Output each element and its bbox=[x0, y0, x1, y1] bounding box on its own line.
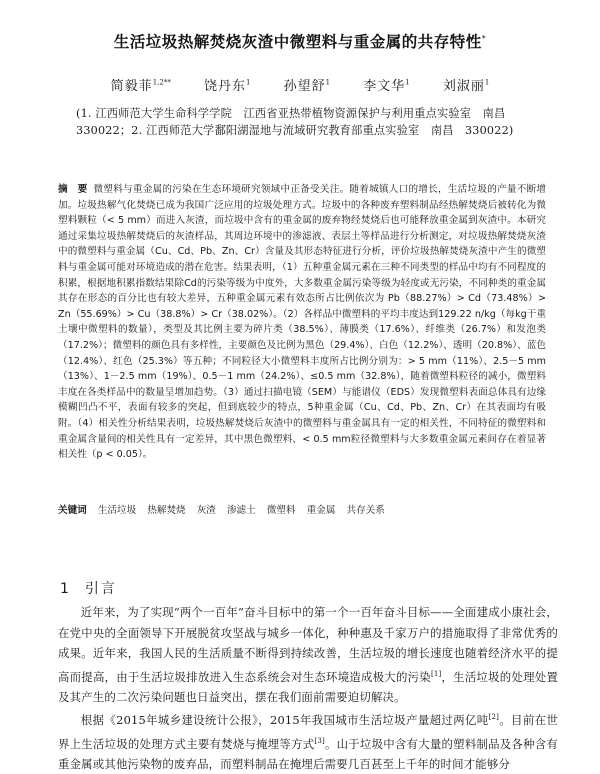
keyword: 渗滤土 bbox=[226, 505, 256, 516]
author-affiliation-mark: 1 bbox=[405, 78, 410, 87]
paragraph-text: 。山于垃圾中含有大量的塑料制品及各种含有重金属或其他污染物的废弃品，而塑料制品在掩埋后需要几百甚至上千年的时间才能够分 bbox=[58, 736, 558, 771]
body-text bbox=[58, 602, 558, 774]
keyword: 灰渣 bbox=[196, 505, 216, 516]
citation: [1] bbox=[430, 669, 442, 678]
paragraph-text: 根据《2015年城乡建设统计公报》，2015年我国城市生活垃圾产量超过两亿吨 bbox=[80, 713, 489, 728]
citation: [2] bbox=[488, 713, 500, 722]
author-affiliation-mark: 1 bbox=[484, 78, 490, 87]
paper-title bbox=[0, 30, 600, 52]
paragraph-text: ，生活垃圾的处理处置及其产生的二次污染问题也日益突出，摆在我们面前需要迫切解决。 bbox=[58, 669, 558, 704]
paragraph-text: 。目前在世界上生活垃圾的处理方式主要有焚烧与掩埋等方式 bbox=[58, 713, 558, 751]
title-text: 生活垃圾热解焚烧灰渣中微塑料与重金属的共存特性 bbox=[113, 33, 482, 51]
paragraph bbox=[58, 707, 558, 774]
author-affiliation-mark: 1 bbox=[245, 78, 251, 87]
author-list bbox=[0, 75, 600, 94]
keyword: 生活垃圾 bbox=[97, 505, 137, 516]
abstract-label: 摘 要 bbox=[58, 184, 88, 195]
author bbox=[111, 75, 171, 94]
title-footnote-mark: * bbox=[481, 33, 487, 43]
author-name: 简毅菲 bbox=[110, 79, 153, 94]
keyword: 重金属 bbox=[306, 505, 336, 516]
author-name: 饶丹东 bbox=[203, 79, 246, 94]
author-name: 刘淑丽 bbox=[442, 79, 485, 94]
keywords bbox=[58, 503, 546, 518]
abstract bbox=[58, 182, 546, 463]
paragraph bbox=[58, 602, 558, 707]
affiliations: (1. 江西师范大学生命科学学院 江西省亚热带植物资源保护与利用重点实验室 南昌 330022；2. 江西师范大学鄱阳湖湿地与流域研究教育部重点实验室 南昌 330022) bbox=[76, 107, 517, 137]
author-affiliation-mark: 1,2** bbox=[152, 78, 171, 87]
section-heading bbox=[60, 578, 117, 598]
citation: [3] bbox=[314, 736, 325, 745]
abstract-text: 微塑料与重金属的污染在生态环境研究领域中正备受关注。随着城镇人口的增长，生活垃圾的产量不断增加。垃圾热解气化焚烧已成为我国广泛应用的垃圾处理方式。垃圾中的各种废弃塑料制品经热解焚烧后被转化为微塑料颗粒（< 5 mm）而进入灰渣，而垃圾中含有的重金属的废弃物经焚烧后也可能释放重金属到灰渣中。本研究通过采集垃圾热解焚烧后的灰渣样品，其周边环境中的渗滤液、表层土等样品进行分析测定，对垃圾热解焚烧灰渣中的微塑料与重金属（Cu、Cd、Pb、Zn、Cr）含量及其形态特征进行分析，评价垃圾热解焚烧灰渣中产生的微塑料与重金属可能对环境造成的潜在危害。结果表明，（1）五种重金属元素在三种不同类型的样品中均有不同程度的积累，根据地积累指数结果除Cd的污染等级为中度外，大多数重金属污染等级为轻度或无污染，不同种类的重金属其存在形态的百分比也有较大差异，五种重金属元素有效态所占比例依次为 Pb（88.27%）> Cd（73.48%）> Zn（55.69%）> Cu（38.8%）> Cr（38.02%）。（2）各样品中微塑料的平均丰度达到129.22 n/kg（每kg干重土壤中微塑料的数量），类型及其比例主要为碎片类（38.5%）、薄膜类（17.6%）、纤维类（26.7%）和发泡类（17.2%）；微塑料的颜色具有多样性，主要颜色及比例为黑色（29.4%）、白色（12.2%）、透明（20.8%）、蓝色（12.4%）、红色（25.3%）等五种；不同粒径大小微塑料丰度所占比例分别为：> 5 mm（11%）、2.5－5 mm（13%）、1－2.5 mm（19%）、0.5－1 mm（24.2%）、≤0.5 mm（32.8%），随着微塑料粒径的减小，微塑料丰度在各类样品中的数量呈增加趋势。（3）通过扫描电镜（SEM）与能谱仪（EDS）发现微塑料表面总体具有边缘模糊凹凸不平，表面有较多的突起，但到底较少的特点，5种重金属（Cu、Cd、Pb、Zn、Cr）在其表面均有吸附。（4）相关性分析结果表明，垃圾热解焚烧后灰渣中的微塑料与重金属具有一定的相关性，不同特征的微塑料和重金属含量间的相关性具有一定差异，其中黑色微塑料、< 0.5 mm粒径微塑料与大多数重金属元素间存在着显著相关性（p < 0.05）。 bbox=[58, 184, 547, 461]
author-affiliation-mark: 1 bbox=[325, 78, 331, 87]
paragraph-text: 近年来，为了实现“两个一百年”奋斗目标中的第一个一百年奋斗目标——全面建成小康社会，在党中央的全面领导下开展脱贫攻坚战与城乡一体化，种种惠及千家万户的措施取得了非常优秀的成果。近年来，我国人民的生活质量不断得到持续改善，生活垃圾的增长速度也随着经济水平的提高而提高，由于生活垃圾排放进入生态系统会对生态环境造成极大的污染 bbox=[58, 605, 558, 684]
author-name: 李文华 bbox=[363, 79, 406, 94]
author bbox=[204, 75, 250, 94]
keywords-label: 关键词 bbox=[58, 505, 87, 516]
keyword: 共存关系 bbox=[346, 505, 385, 516]
section-number: 1 bbox=[60, 581, 71, 597]
author bbox=[363, 75, 409, 94]
author-name: 孙望舒 bbox=[283, 79, 326, 94]
keyword: 微塑料 bbox=[266, 505, 296, 516]
author bbox=[443, 75, 489, 94]
section-title: 引言 bbox=[84, 581, 117, 597]
keyword: 热解焚烧 bbox=[147, 505, 186, 516]
author bbox=[284, 75, 330, 94]
